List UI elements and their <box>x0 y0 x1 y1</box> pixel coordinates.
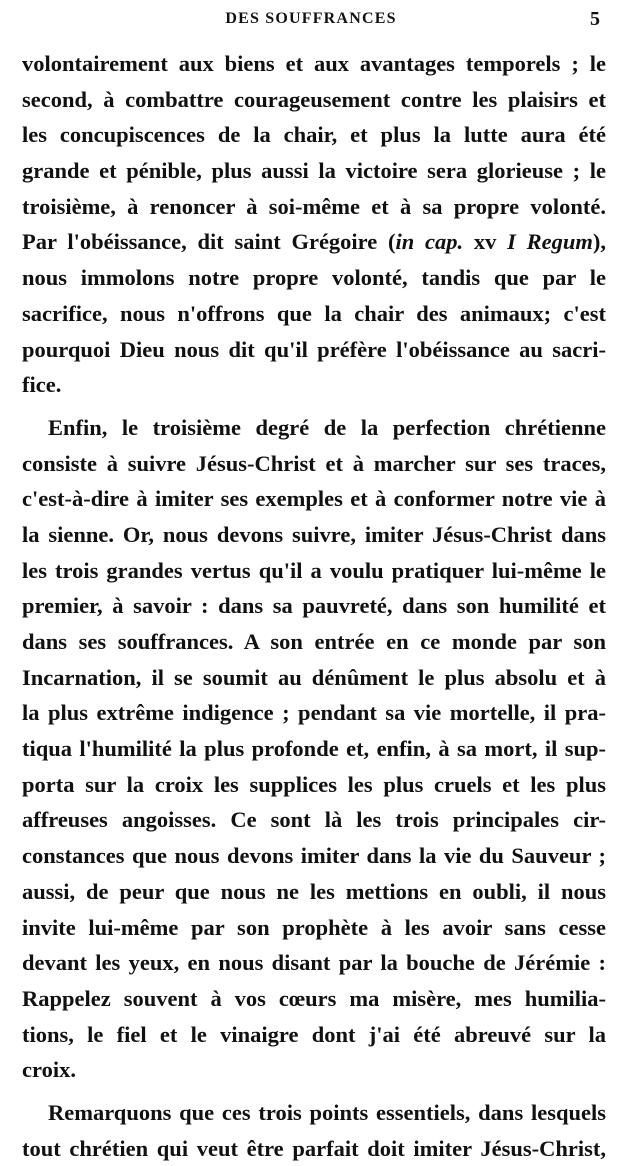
text-line: croix. <box>22 1057 76 1083</box>
text-fragment: ), <box>592 229 606 255</box>
text-line: pourquoi Dieu nous dit qu'il préfère l'obéissance au sacri- <box>22 336 606 362</box>
text-line: troisième, à renoncer à soi-même et à sa propre volonté. <box>22 193 606 219</box>
text-line: porta sur la croix les supplices les plus cruels et les plus <box>22 771 606 797</box>
text-line: premier, à savoir : dans sa pauvreté, dans son humilité et <box>22 593 606 619</box>
paragraph-gap <box>22 1088 606 1095</box>
paragraph-gap <box>22 403 606 410</box>
text-line: sacrifice, nous n'offrons que la chair des animaux; c'est <box>22 300 606 326</box>
paragraph <box>22 410 606 1088</box>
text-line: la plus extrême indigence ; pendant sa vie mortelle, il pra- <box>22 700 606 726</box>
paragraph <box>22 46 606 403</box>
text-line: constances que nous devons imiter dans la vie du Sauveur ; <box>22 843 606 869</box>
text-fragment: Par l'obéissance, dit saint Grégoire ( <box>22 229 396 255</box>
text-line: c'est-à-dire à imiter ses exemples et à conformer notre vie à <box>22 486 606 512</box>
text-line: nous immolons notre propre volonté, tandis que par le <box>22 265 606 291</box>
text-line: tiqua l'humilité la plus profonde et, enfin, à sa mort, il sup- <box>22 736 606 762</box>
text-line: Rappelez souvent à vos cœurs ma misère, mes humilia- <box>22 985 606 1011</box>
text-line: devant les yeux, en nous disant par la bouche de Jérémie : <box>22 950 606 976</box>
text-line: les trois grandes vertus qu'il a voulu pratiquer lui-même le <box>22 557 606 583</box>
text-line: fice. <box>22 372 62 398</box>
citation-italic: I Regum <box>507 229 593 255</box>
text-line: les concupiscences de la chair, et plus la lutte aura été <box>22 122 606 148</box>
text-line: Enfin, le troisième degré de la perfection chrétienne <box>48 414 606 440</box>
paragraph <box>22 1095 606 1166</box>
text-line-with-citation <box>22 224 606 260</box>
text-line: Incarnation, il se soumit au dénûment le plus absolu et à <box>22 664 606 690</box>
body-text <box>22 46 606 1166</box>
text-line: second, à combattre courageusement contre les plaisirs et <box>22 86 606 112</box>
running-head <box>22 10 600 34</box>
text-line: dans ses souffrances. A son entrée en ce monde par son <box>22 629 606 654</box>
text-line: aussi, de peur que nous ne les mettions en oubli, il nous <box>22 878 606 904</box>
text-fragment: xv <box>463 229 508 255</box>
running-title: DES SOUFFRANCES <box>225 10 397 27</box>
citation-italic: in cap. <box>395 229 464 255</box>
text-line: la sienne. Or, nous devons suivre, imiter Jésus-Christ dans <box>22 521 606 547</box>
text-line: affreuses angoisses. Ce sont là les trois principales cir- <box>22 807 606 833</box>
page-number: 5 <box>590 8 600 30</box>
text-line: tions, le fiel et le vinaigre dont j'ai été abreuvé sur la <box>22 1021 606 1047</box>
text-line: tout chrétien qui veut être parfait doit imiter Jésus-Christ, <box>22 1135 606 1161</box>
text-line: volontairement aux biens et aux avantages temporels ; le <box>22 51 606 76</box>
text-line: grande et pénible, plus aussi la victoire sera glorieuse ; le <box>22 158 606 184</box>
text-line: invite lui-même par son prophète à les avoir sans cesse <box>22 914 606 940</box>
text-line: Remarquons que ces trois points essentiels, dans lesquels <box>48 1099 606 1125</box>
text-line: consiste à suivre Jésus-Christ et à marcher sur ses traces, <box>22 450 606 476</box>
